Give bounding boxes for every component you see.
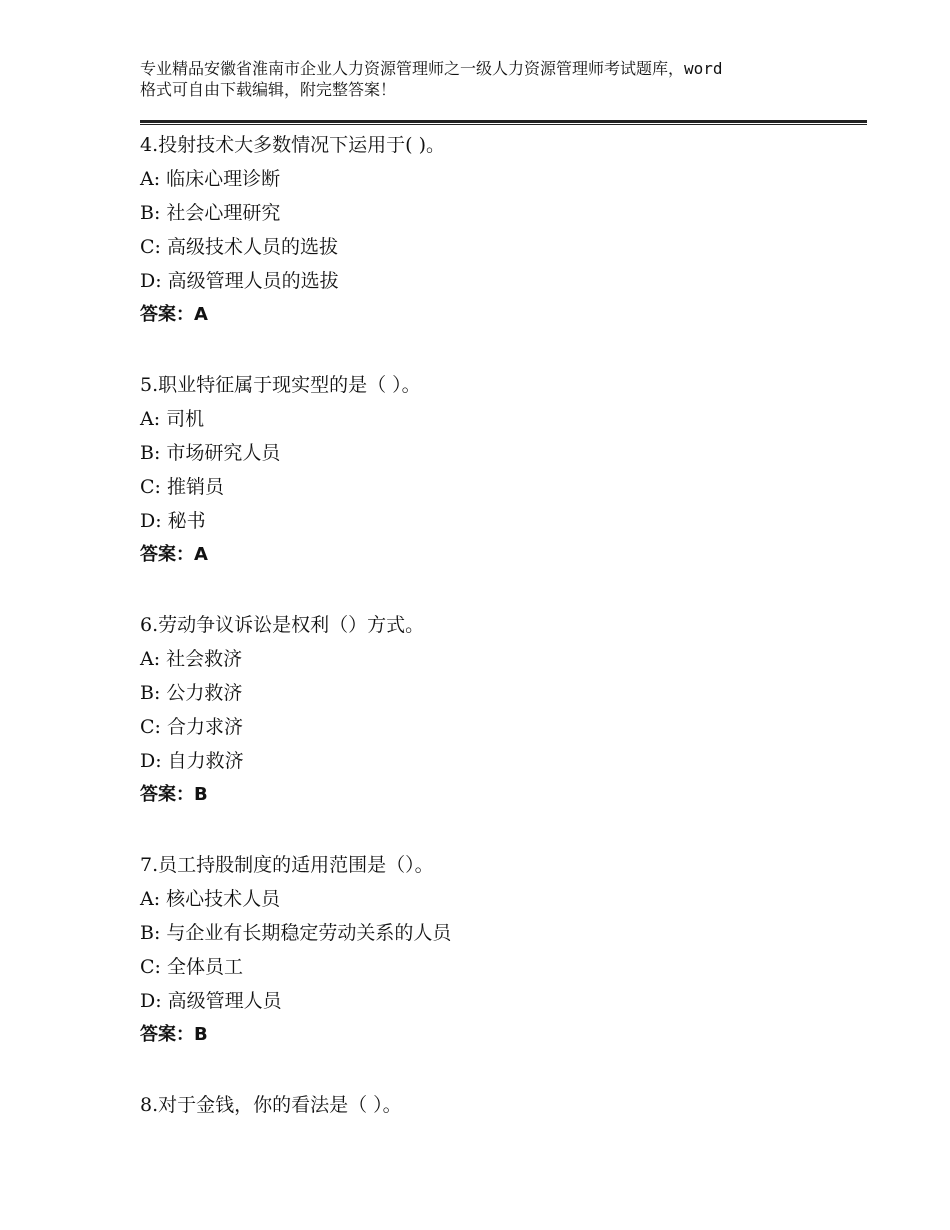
option-a: A: 社会救济 (140, 648, 243, 670)
option-b: B: 与企业有长期稳定劳动关系的人员 (140, 922, 452, 944)
question-stem: 7.员工持股制度的适用范围是（）。 (140, 854, 434, 876)
question-5 (140, 368, 867, 572)
question-8 (140, 1088, 867, 1122)
question-6 (140, 608, 867, 812)
option-d: D: 高级管理人员 (140, 990, 282, 1012)
question-stem: 5.职业特征属于现实型的是（ ）。 (140, 374, 421, 396)
option-b: B: 公力救济 (140, 682, 243, 704)
question-stem: 4.投射技术大多数情况下运用于( )。 (140, 134, 445, 156)
question-stem: 6.劳动争议诉讼是权利（）方式。 (140, 614, 425, 636)
option-d: D: 高级管理人员的选拔 (140, 270, 339, 292)
header-divider (140, 120, 867, 125)
question-spacer (140, 332, 867, 368)
option-b: B: 市场研究人员 (140, 442, 281, 464)
question-4 (140, 128, 867, 332)
answer: 答案：B (140, 784, 208, 805)
document-header (140, 58, 840, 100)
answer: 答案：B (140, 1024, 208, 1045)
option-a: A: 核心技术人员 (140, 888, 281, 910)
option-a: A: 临床心理诊断 (140, 168, 281, 190)
question-spacer (140, 572, 867, 608)
answer: 答案：A (140, 544, 208, 565)
question-7 (140, 848, 867, 1052)
option-c: C: 合力求济 (140, 716, 243, 738)
option-d: D: 自力救济 (140, 750, 244, 772)
option-d: D: 秘书 (140, 510, 206, 532)
header-line-1: 专业精品安徽省淮南市企业人力资源管理师之一级人力资源管理师考试题库，word (140, 59, 723, 78)
answer: 答案：A (140, 304, 208, 325)
option-b: B: 社会心理研究 (140, 202, 281, 224)
option-a: A: 司机 (140, 408, 205, 430)
question-list (140, 128, 867, 1122)
option-c: C: 高级技术人员的选拔 (140, 236, 338, 258)
question-stem: 8.对于金钱，你的看法是（ ）。 (140, 1094, 402, 1116)
question-spacer (140, 1052, 867, 1088)
question-spacer (140, 812, 867, 848)
option-c: C: 全体员工 (140, 956, 243, 978)
header-line-2: 格式可自由下载编辑，附完整答案！ (140, 80, 397, 99)
option-c: C: 推销员 (140, 476, 224, 498)
